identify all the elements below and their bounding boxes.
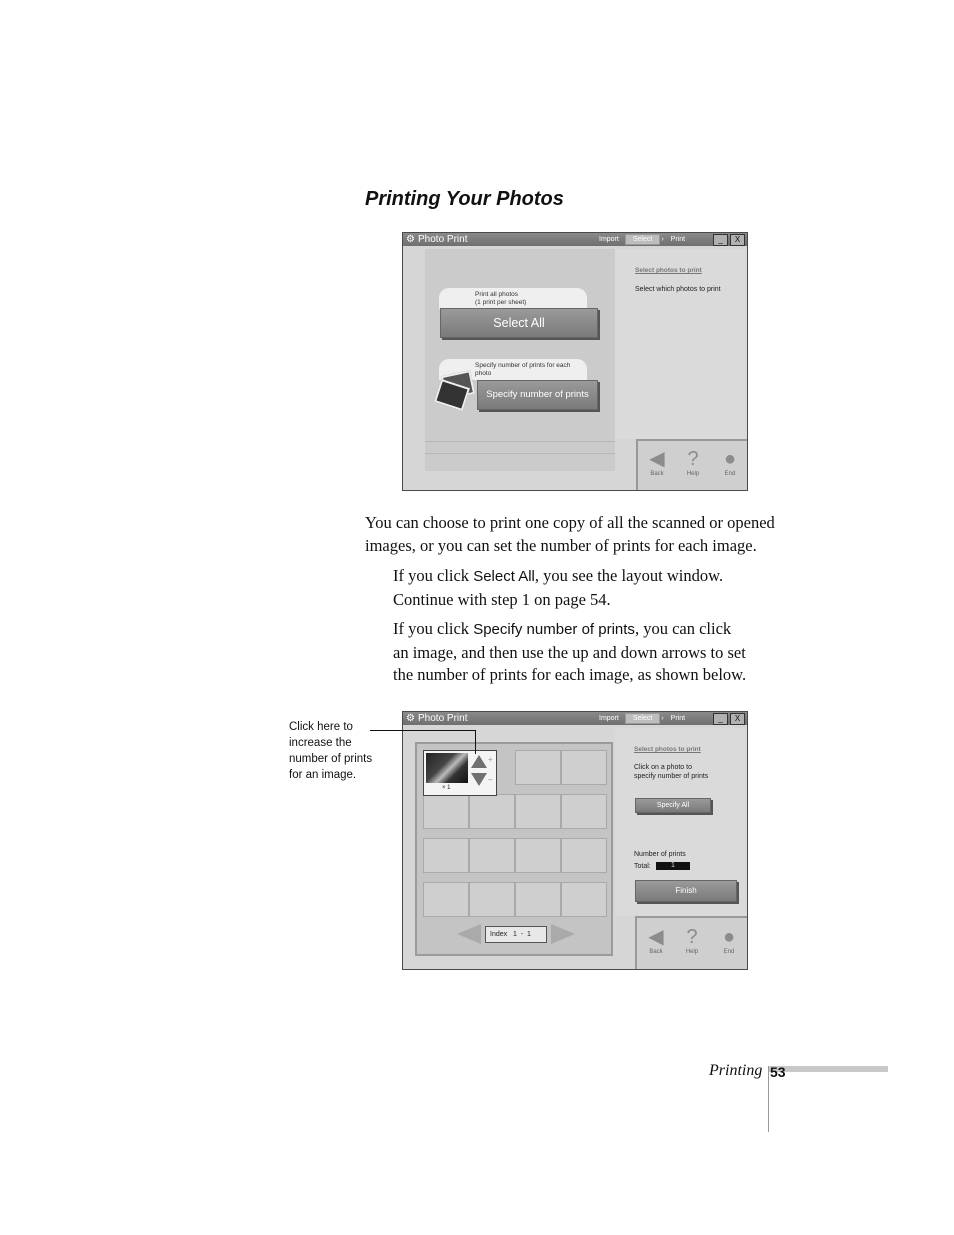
close-button[interactable]: X	[730, 234, 745, 246]
step-nav	[593, 234, 691, 245]
thumbnail-cell[interactable]	[469, 838, 515, 873]
callout-leader-line	[475, 730, 476, 754]
bottom-navigation	[636, 439, 748, 491]
thumbnail-cell[interactable]	[469, 882, 515, 917]
step-print[interactable]: Print	[670, 715, 686, 722]
photo-print-count: × 1	[442, 785, 451, 791]
thumbnail-grid	[415, 742, 613, 956]
app-icon: ⚙	[406, 234, 415, 245]
specify-paragraph: If you click Specify number of prints, you can click an image, and then use the up and down arrows to set the number of prints for each image, as shown below.	[393, 619, 747, 684]
increase-prints-arrow-icon[interactable]	[471, 755, 487, 768]
back-arrow-icon: ◀	[648, 926, 664, 948]
next-page-arrow-icon[interactable]	[551, 924, 575, 944]
intro-paragraph: You can choose to print one copy of all the scanned or opened images, or you can set the number of prints for each image.	[365, 513, 775, 555]
thumbnail-cell[interactable]	[561, 838, 607, 873]
back-button[interactable]: ◀ Back	[642, 447, 672, 477]
thumbnail-cell[interactable]	[423, 794, 469, 829]
minimize-button[interactable]: _	[713, 713, 728, 725]
previous-page-arrow-icon[interactable]	[457, 924, 481, 944]
step-select[interactable]: Select	[625, 234, 660, 245]
thumbnail-cell[interactable]	[515, 838, 561, 873]
thumbnail-cell[interactable]	[561, 794, 607, 829]
footer-section-name: Printing	[709, 1062, 763, 1079]
step-select[interactable]: Select	[625, 713, 660, 724]
close-button[interactable]: X	[730, 713, 745, 725]
page-number: 53	[770, 1064, 786, 1080]
thumbnail-cell[interactable]	[561, 882, 607, 917]
decrease-prints-arrow-icon[interactable]	[471, 773, 487, 786]
minus-sign: –	[488, 775, 493, 784]
help-button[interactable]: ? Help	[678, 447, 708, 477]
end-ball-icon: ●	[722, 926, 736, 948]
minimize-button[interactable]: _	[713, 234, 728, 246]
step-nav	[593, 713, 691, 724]
help-question-icon: ?	[687, 448, 699, 470]
end-ball-icon: ●	[723, 448, 737, 470]
thumbnail-cell[interactable]	[469, 794, 515, 829]
total-label: Total:	[634, 863, 651, 870]
end-button[interactable]: ● End	[715, 447, 745, 477]
step-import[interactable]: Import	[599, 236, 619, 243]
help-question-icon: ?	[686, 926, 698, 948]
photo-print-select-window	[402, 232, 748, 491]
ui-term-specify-prints: Specify number of prints	[473, 621, 635, 638]
back-arrow-icon: ◀	[649, 448, 665, 470]
title-bar	[403, 233, 747, 246]
option-all-label: Print all photos (1 print per sheet)	[439, 288, 587, 309]
specify-all-button[interactable]: Specify All	[635, 798, 711, 813]
selected-photo[interactable]	[423, 750, 497, 796]
back-button[interactable]: ◀ Back	[641, 925, 671, 955]
select-all-paragraph: If you click Select All, you see the layout window. Continue with step 1 on page 54.	[393, 566, 724, 609]
help-button[interactable]: ? Help	[677, 925, 707, 955]
option-specify-label: Specify number of prints for each photo	[439, 359, 587, 380]
step-arrow: ›	[661, 715, 664, 722]
photo-stack-icon	[435, 373, 473, 405]
callout-annotation: Click here to increase the number of prints for an image.	[289, 721, 373, 781]
section-title: Select photos to print	[634, 746, 701, 753]
thumbnail-cell[interactable]	[423, 838, 469, 873]
end-button[interactable]: ● End	[714, 925, 744, 955]
plus-sign: +	[488, 755, 493, 764]
step-print[interactable]: Print	[670, 236, 686, 243]
thumbnail-cell[interactable]	[423, 882, 469, 917]
section-heading: Printing Your Photos	[365, 188, 564, 210]
title-bar	[403, 712, 747, 725]
panel-divider	[425, 441, 615, 442]
step-import[interactable]: Import	[599, 715, 619, 722]
thumbnail-cell[interactable]	[561, 750, 607, 785]
total-value: 1	[656, 862, 690, 870]
number-of-prints-label: Number of prints	[634, 851, 686, 858]
section-title: Select photos to print	[635, 267, 702, 274]
callout-leader-line	[370, 730, 476, 731]
bottom-navigation	[635, 916, 748, 970]
index-indicator: Index 1 - 1	[485, 926, 547, 943]
section-description: Click on a photo to specify number of prints	[634, 764, 709, 780]
panel-divider	[425, 453, 615, 454]
photo-thumbnail[interactable]	[426, 753, 468, 783]
app-title: Photo Print	[418, 234, 468, 245]
info-panel	[615, 249, 747, 439]
step-arrow: ›	[661, 236, 664, 243]
thumbnail-cell[interactable]	[515, 794, 561, 829]
specify-number-of-prints-button[interactable]: Specify number of prints	[477, 380, 598, 410]
photo-print-specify-window	[402, 711, 748, 970]
thumbnail-cell[interactable]	[515, 750, 561, 785]
app-icon: ⚙	[406, 713, 415, 724]
ui-term-select-all: Select All	[473, 568, 535, 585]
section-description: Select which photos to print	[635, 286, 721, 293]
footer-bar	[768, 1066, 888, 1072]
select-all-button[interactable]: Select All	[440, 308, 598, 338]
thumbnail-cell[interactable]	[515, 882, 561, 917]
footer-rule	[768, 1066, 769, 1132]
finish-button[interactable]: Finish	[635, 880, 737, 902]
app-title: Photo Print	[418, 713, 468, 724]
